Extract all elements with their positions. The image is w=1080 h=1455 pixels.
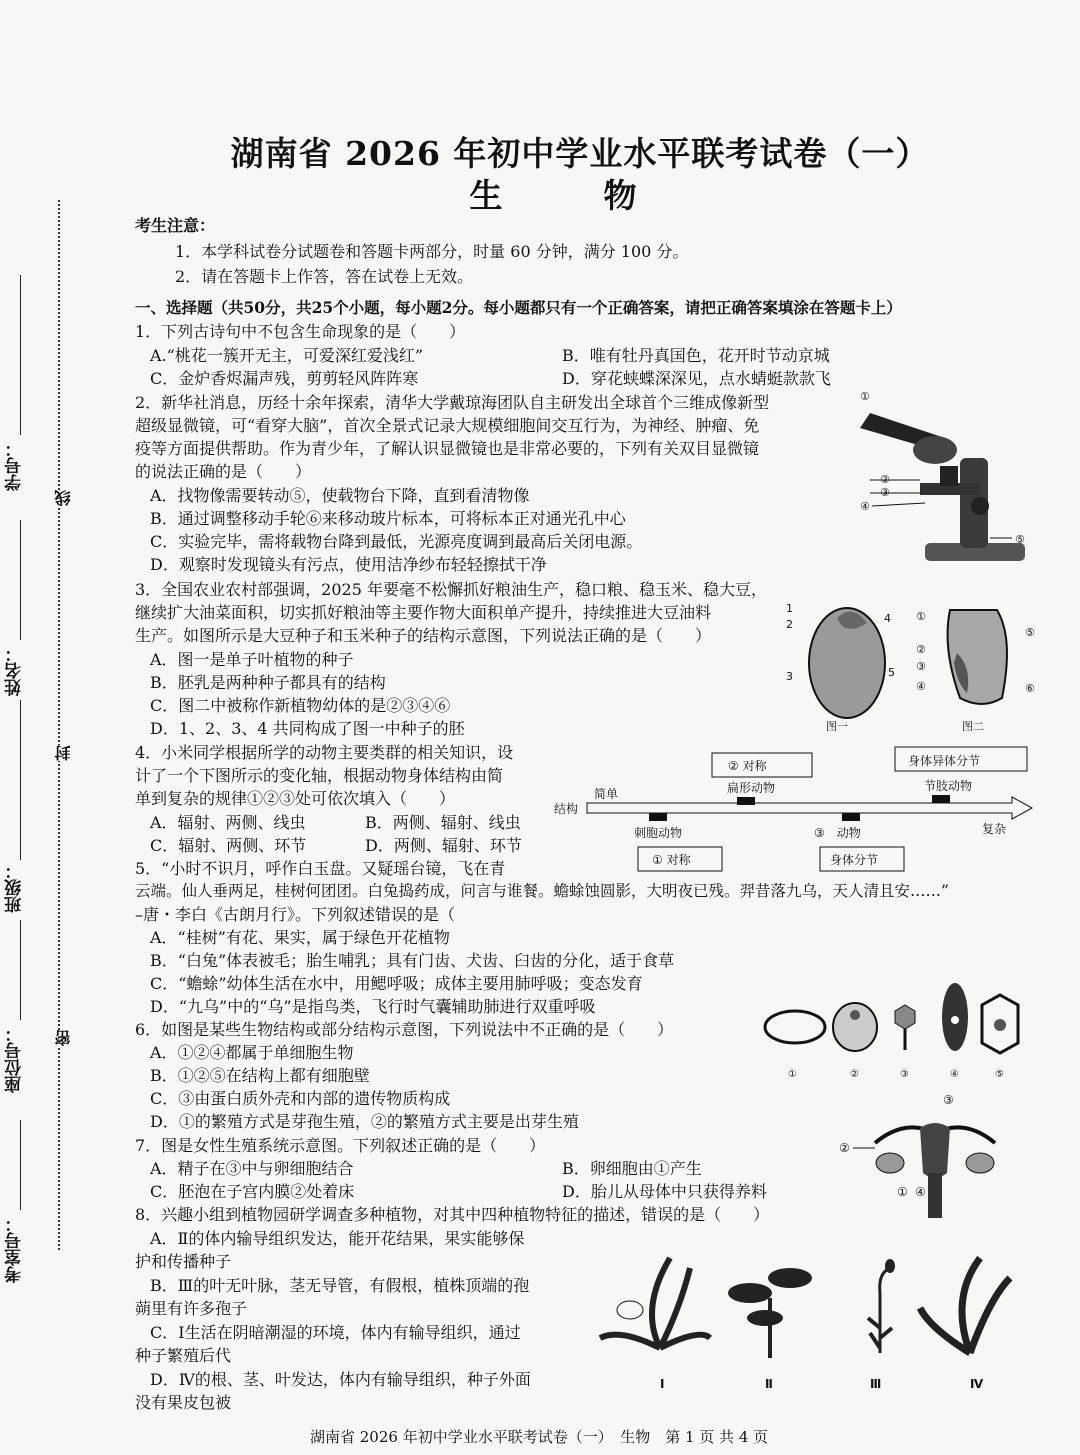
fig-label: ③: [916, 660, 926, 673]
q4-stem-line: 计了一个下图所示的变化轴，根据动物身体结构由简: [135, 766, 504, 785]
virus: [895, 1005, 915, 1029]
fig-label: ②: [916, 643, 926, 656]
fig-label: ③: [880, 486, 890, 499]
fig-label: ④: [860, 500, 870, 513]
q1-stem: 1．下列古诗句中不包含生命现象的是（ ）: [135, 322, 466, 341]
fig-caption: 图二: [962, 720, 984, 733]
q6-option-a: A．①②④都属于单细胞生物: [150, 1043, 354, 1062]
q7-option-c: C．胚泡在子宫内膜②处着床: [150, 1182, 355, 1201]
axis-bottom-box-text: ① 对称: [652, 853, 691, 867]
plant-fern: [600, 1258, 710, 1348]
fig-label: ⑤: [995, 1069, 1004, 1080]
q2-option-b: B．通过调整移动手轮⑥来移动玻片标本，可将标本正对通光孔中心: [150, 509, 626, 528]
seed-figures: [782, 598, 1052, 738]
q3-stem-line: 3．全国农业农村部强调，2025 年要毫不松懈抓好粮油生产，稳口粮、稳玉米、稳大豆，: [135, 580, 767, 599]
fig-label: 4: [884, 612, 891, 625]
q2-stem-line: 的说法正确的是（ ）: [135, 462, 312, 481]
q3-option-b: B．胚乳是两种种子都具有的结构: [150, 673, 386, 692]
q4-stem-line: 4．小米同学根据所学的动物主要类群的相关知识，设: [135, 743, 514, 762]
plant-moss: [868, 1259, 895, 1353]
q1-option-d: D．穿花蛱蝶深深见，点水蜻蜓款款飞: [562, 369, 831, 388]
q8-option-d: D．Ⅳ的根、茎、叶发达，体内有输导组织，种子外面: [150, 1370, 531, 1389]
q2-option-d: D．观察时发现镜头有污点，使用洁净纱布轻轻擦拭干净: [150, 555, 547, 574]
fig-label: ⑤: [1025, 626, 1035, 639]
q6-option-c: C．③由蛋白质外壳和内部的遗传物质构成: [150, 1089, 451, 1108]
ovary-right: [966, 1153, 994, 1173]
animal-axis-figure: [552, 745, 1047, 875]
fig-label: 2: [786, 618, 793, 631]
q3-stem-line: 继续扩大油菜面积，切实抓好粮油等主要作物大面积单产提升，持续推进大豆油料: [135, 603, 712, 622]
q3-option-c: C．图二中被称作新植物幼体的是②③④⑥: [150, 696, 451, 715]
notice-item: 2．请在答题卡上作答，答在试卷上无效。: [175, 267, 474, 286]
ovary-left: [876, 1153, 904, 1173]
axis-top-box-text: ② 对称: [728, 759, 767, 773]
axis-top-label: 扁形动物: [727, 781, 776, 795]
fig-label: ①: [897, 1185, 908, 1199]
class-label: 班级：: [5, 862, 25, 913]
q5-stem-line: 云端。仙人垂两足，桂树何团团。白兔捣药成，问言与谁餐。蟾蜍蚀圆影，大明夜已残。羿昔落九乌，天人清且安……”: [135, 882, 949, 900]
fig-label: ④: [950, 1069, 959, 1080]
notice-title: 考生注意：: [135, 216, 216, 235]
q3-stem-line: 生产。如图所示是大豆种子和玉米种子的结构示意图，下列说法正确的是（ ）: [135, 626, 712, 645]
axis-top-label: 节肢动物: [924, 779, 973, 793]
room-line: [20, 1120, 21, 1210]
q8-option-c-cont: 种子繁殖后代: [135, 1346, 232, 1365]
axis-bottom-label: 刺胞动物: [634, 826, 683, 840]
vagina: [928, 1173, 942, 1218]
plants-figure: [580, 1238, 1020, 1398]
q2-stem-line: 2．新华社消息，历经十余年探索，清华大学戴琼海团队自主研发出全球首个三维成像新型: [135, 393, 770, 412]
fig-label: Ⅲ: [870, 1377, 882, 1391]
fig-label: ③: [943, 1093, 954, 1107]
plant-flowering: [728, 1268, 812, 1358]
q5-option-c: C．“蟾蜍”幼体生活在水中，用鳃呼吸；成体主要用肺呼吸；变态发育: [150, 974, 643, 993]
cut-mark-seal: 封: [54, 745, 73, 761]
q6-option-d: D．①的繁殖方式是芽孢生殖，②的繁殖方式主要是出芽生殖: [150, 1112, 579, 1131]
cut-mark-secret: 密: [54, 1030, 73, 1046]
fig-label: 1: [786, 602, 793, 615]
fig-label: 3: [786, 670, 793, 683]
q2-stem-line: 超级显微镜，可“看穿大脑”，首次全景式记录大规模细胞间交互行为，为神经、肿瘤、免: [135, 416, 760, 435]
bacterium: [765, 1011, 825, 1043]
organisms-figure: [760, 975, 1040, 1085]
q8-stem: 8．兴趣小组到植物园研学调查多种植物，对其中四种植物特征的描述，错误的是（ ）: [135, 1205, 770, 1224]
q5-stem-line: 5．“小时不识月，呼作白玉盘。又疑瑶台镜，飞在青: [135, 859, 506, 878]
q4-option-b: B．两侧、辐射、线虫: [365, 813, 521, 832]
fig-label: Ⅰ: [660, 1377, 665, 1391]
axis-end-label: 复杂: [982, 822, 1007, 836]
q1-option-a: A.“桃花一簇开无主，可爱深红爱浅红”: [150, 346, 424, 365]
q2-option-a: A．找物像需要转动⑤，使载物台下降，直到看清物像: [150, 486, 530, 505]
q6-stem: 6．如图是某些生物结构或部分结构示意图，下列说法中不正确的是（ ）: [135, 1020, 674, 1039]
fig-label: ①: [860, 390, 870, 403]
room-label: 考室号：: [5, 1215, 25, 1283]
plant-conifer: [920, 1258, 1010, 1353]
q8-option-b: B．Ⅲ的叶无叶脉，茎无导管，有假根，植株顶端的孢: [150, 1276, 530, 1295]
seat-line: [20, 920, 21, 1020]
q8-option-a-cont: 护和传播种子: [135, 1252, 232, 1271]
q4-option-c: C．辐射、两侧、环节: [150, 836, 307, 855]
q5-option-d: D．“九乌”中的“乌”是指鸟类，飞行时气囊辅助肺进行双重呼吸: [150, 997, 596, 1016]
q2-option-c: C．实验完毕，需将载物台降到最低，光源亮度调到最高后关闭电源。: [150, 532, 643, 551]
name-line: [20, 520, 21, 640]
fig-label: ④: [915, 1185, 926, 1199]
fig-label: ②: [839, 1141, 850, 1155]
q4-option-a: A．辐射、两侧、线虫: [150, 813, 306, 832]
q7-option-a: A．精子在③中与卵细胞结合: [150, 1159, 354, 1178]
q7-stem: 7．图是女性生殖系统示意图。下列叙述正确的是（ ）: [135, 1136, 546, 1155]
fig-label: ②: [850, 1069, 859, 1080]
student-id-line: [20, 275, 21, 435]
axis-top-box-text: 身体异体分节: [908, 754, 981, 768]
page-footer: 湖南省 2026 年初中学业水平联考试卷（一） 生物 第 1 页 共 4 页: [310, 1428, 769, 1446]
axis-bottom-label: ③ 动物: [814, 826, 861, 840]
q5-stem-line: –唐・李白《古朗月行》。下列叙述错误的是（: [135, 905, 456, 924]
q8-option-c: C．Ⅰ生活在阴暗潮湿的环境，体内有输导组织，通过: [150, 1323, 521, 1342]
q5-option-a: A．“桂树”有花、果实，属于绿色开花植物: [150, 928, 450, 947]
exam-title: 湖南省 2026 年初中学业水平联考试卷（一）: [230, 134, 930, 173]
q8-option-a: A．Ⅱ的体内输导组织发达，能开花结果，果实能够保: [150, 1229, 525, 1248]
fig-label: ⑥: [1025, 682, 1035, 695]
student-id-label: 学号：: [5, 440, 25, 491]
fig-label: ③: [900, 1069, 909, 1080]
seat-label: 座位号：: [5, 1025, 25, 1093]
name-label: 姓名：: [5, 645, 25, 696]
q2-stem-line: 疫等方面提供帮助。作为青少年，了解认识显微镜也是非常必要的，下列有关双目显微镜: [135, 439, 760, 458]
fig-caption: 图一: [826, 720, 848, 733]
axis-name-label: 结构: [554, 802, 579, 816]
subject-title: 生 物: [469, 176, 671, 215]
fig-label: ⑤: [1015, 533, 1025, 546]
fig-label: Ⅱ: [765, 1377, 773, 1391]
q7-option-d: D．胎儿从母体中只获得养料: [562, 1182, 767, 1201]
q1-option-b: B．唯有牡丹真国色，花开时节动京城: [562, 346, 830, 365]
axis-start-label: 简单: [594, 787, 619, 801]
q8-option-b-cont: 蒴里有许多孢子: [135, 1299, 248, 1318]
binding-dotted-line: [58, 200, 60, 1250]
section-heading: 一、选择题（共50分，共25个小题，每小题2分。每小题都只有一个正确答案，请把正确答案填涂在答题卡上）: [135, 298, 902, 317]
reproductive-system-figure: [835, 1088, 1035, 1228]
q7-option-b: B．卵细胞由①产生: [562, 1159, 702, 1178]
q4-option-d: D．两侧、辐射、环节: [365, 836, 522, 855]
fig-label: ①: [916, 610, 926, 623]
q1-option-c: C．金炉香烬漏声残，剪剪轻风阵阵寒: [150, 369, 419, 388]
q5-option-b: B．“白兔”体表被毛；胎生哺乳；具有门齿、犬齿、臼齿的分化，适于食草: [150, 951, 675, 970]
class-line: [20, 700, 21, 860]
uterus: [920, 1123, 950, 1178]
microscope-figure: [840, 388, 1050, 588]
fig-label: Ⅳ: [970, 1377, 984, 1391]
fig-label: ④: [916, 680, 926, 693]
q4-stem-line: 单到复杂的规律①②③处可依次填入（ ）: [135, 789, 456, 808]
q3-option-d: D．1、2、3、4 共同构成了图一中种子的胚: [150, 719, 465, 738]
axis-bottom-box-text: 身体分节: [830, 853, 879, 867]
q6-option-b: B．①②⑤在结构上都有细胞壁: [150, 1066, 370, 1085]
fig-label: 5: [888, 666, 895, 679]
fig-label: ①: [788, 1069, 797, 1080]
cut-mark-line: 线: [54, 490, 73, 506]
fig-label: ②: [880, 473, 890, 486]
q8-option-d-cont: 没有果皮包被: [135, 1393, 232, 1412]
q3-option-a: A．图一是单子叶植物的种子: [150, 650, 354, 669]
notice-item: 1．本学科试卷分试题卷和答题卡两部分，时量 60 分钟，满分 100 分。: [175, 242, 689, 261]
